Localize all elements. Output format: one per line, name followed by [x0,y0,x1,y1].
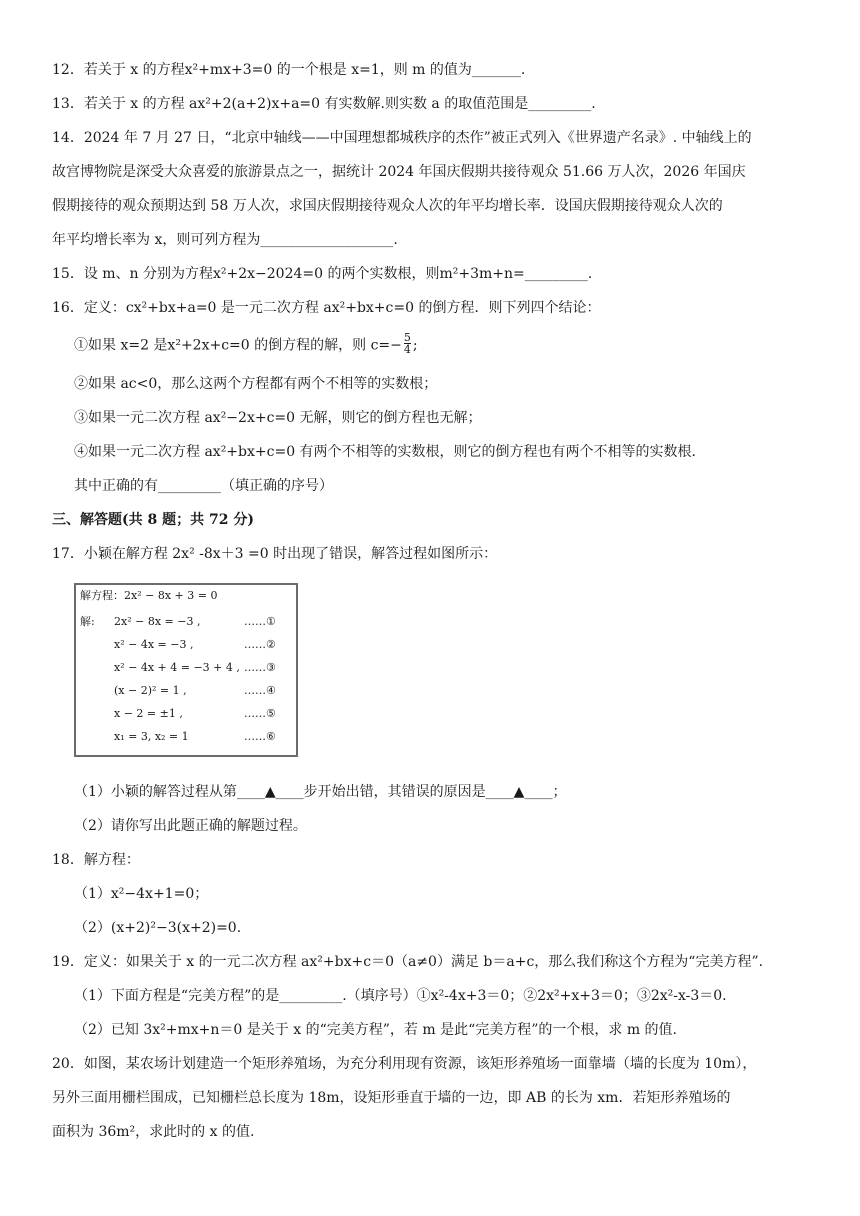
step-marker-3: ……③ [244,661,276,674]
fraction [404,332,411,355]
question-14-line-1: 14．2024 年 7 月 27 日，“北京中轴线——中国理想都城秩序的杰作”被正式列入《世界遗产名录》. 中轴线上的 [52,130,752,146]
step-marker-6: ……⑥ [244,730,276,743]
question-14-line-4: 年平均增长率为 x，则可列方程为___________________. [52,232,398,248]
fraction-numerator: 5 [403,331,411,344]
solution-figure [74,583,298,757]
question-16-answer: 其中正确的有_________（填正确的序号） [74,478,333,494]
question-12: 12．若关于 x 的方程x²+mx+3=0 的一个根是 x=1，则 m 的值为_______. [52,62,526,78]
solution-label: 解: [80,615,95,628]
question-20-line-3: 面积为 36m²，求此时的 x 的值. [52,1124,255,1140]
conclusion-1-end: ; [412,337,418,354]
question-14-line-3: 假期接待的观众预期达到 58 万人次，求国庆假期接待观众人次的年平均增长率．设国庆假期接待观众人次的 [52,198,723,214]
solution-step-6: x₁ = 3, x₂ = 1 [114,730,189,743]
question-20-line-2: 另外三面用栅栏围成，已知栅栏总长度为 18m，设矩形垂直于墙的一边，即 AB 的长为 xm．若矩形养殖场的 [52,1090,731,1106]
solution-step-3: x² − 4x + 4 = −3 + 4 , [114,661,240,674]
question-16-stem: 16．定义：cx²+bx+a=0 是一元二次方程 ax²+bx+c=0 的倒方程．则下列四个结论： [52,300,601,316]
step-marker-2: ……② [244,638,276,651]
question-18-stem: 18．解方程： [52,852,140,868]
question-16-conclusion-1 [74,331,418,357]
question-18-part-2: （2）(x+2)²−3(x+2)=0. [74,920,242,936]
question-20-line-1: 20．如图，某农场计划建造一个矩形养殖场，为充分利用现有资源，该矩形养殖场一面靠墙（墙的长度为 10m）， [52,1056,757,1072]
question-16-conclusion-4: ④如果一元二次方程 ax²+bx+c=0 有两个不相等的实数根，则它的倒方程也有两个不相等的实数根． [74,444,706,460]
solution-step-2: x² − 4x = −3 , [114,638,194,651]
question-19-part-1: （1）下面方程是“完美方程”的是_________.（填序号）①x²-4x+3＝0；②2x²+x+3＝0；③2x²-x-3＝0. [74,988,727,1004]
question-15: 15．设 m、n 分别为方程x²+2x−2024=0 的两个实数根，则m²+3m+n=_________. [52,266,593,282]
solution-step-5: x − 2 = ±1 , [114,707,183,720]
question-17-part-2: （2）请你写出此题正确的解题过程。 [74,818,307,834]
question-18-part-1: （1）x²−4x+1=0； [74,886,209,902]
question-17-part-1: （1）小颖的解答过程从第____▲____步开始出错，其错误的原因是____▲____； [74,784,567,800]
step-marker-1: ……① [244,615,276,628]
question-13: 13．若关于 x 的方程 ax²+2(a+2)x+a=0 有实数解.则实数 a 的取值范围是_________. [52,96,596,112]
solution-title: 解方程：2x² − 8x + 3 = 0 [80,589,218,602]
question-14-line-2: 故宫博物院是深受大众喜爱的旅游景点之一，据统计 2024 年国庆假期共接待观众 51.66 万人次，2026 年国庆 [52,164,746,180]
question-16-conclusion-2: ②如果 ac<0，那么这两个方程都有两个不相等的实数根； [74,376,438,392]
question-19-part-2: （2）已知 3x²+mx+n＝0 是关于 x 的“完美方程”，若 m 是此“完美方程”的一个根，求 m 的值. [74,1022,678,1038]
question-16-conclusion-3: ③如果一元二次方程 ax²−2x+c=0 无解，则它的倒方程也无解； [74,410,482,426]
step-marker-4: ……④ [244,684,276,697]
fraction-denominator: 4 [403,343,411,356]
conclusion-1-text: ①如果 x=2 是x²+2x+c=0 的倒方程的解，则 c=− [74,337,402,354]
solution-step-4: (x − 2)² = 1 , [114,684,187,697]
question-19-stem: 19．定义：如果关于 x 的一元二次方程 ax²+bx+c＝0（a≠0）满足 b＝a+c，那么我们称这个方程为“完美方程”. [52,954,764,970]
solution-step-1: 2x² − 8x = −3 , [114,615,201,628]
step-marker-5: ……⑤ [244,707,276,720]
section-heading: 三、解答题(共 8 题；共 72 分) [52,512,254,528]
question-17-stem: 17．小颖在解方程 2x² -8x＋3 =0 时出现了错误，解答过程如图所示： [52,546,498,562]
